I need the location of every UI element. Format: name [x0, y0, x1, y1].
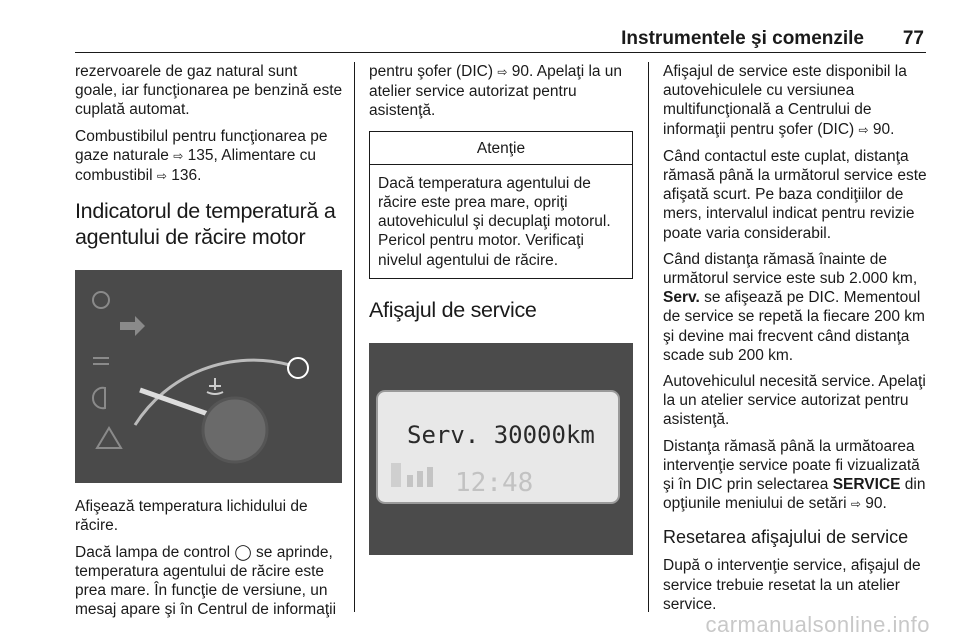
section-heading: Indicatorul de temperatură a agentului de răcire motor: [75, 199, 336, 250]
ref-arrow-icon: ⇨: [156, 169, 167, 184]
paragraph: Dacă lampa de control ◯ se aprinde, temperatura agentului de răcire este prea mare. În funcţie de versiune, un mesaj apare şi în Centrul de informaţii: [75, 543, 337, 619]
warning-box: [369, 131, 633, 279]
paragraph: Afişajul de service este disponibil la autovehiculele cu versiunea multifuncţională a Centrului de informaţii pentru şofer (DIC) ⇨ 90.: [663, 63, 907, 138]
page-ref[interactable]: 136: [171, 167, 198, 185]
ref-arrow-icon: ⇨: [497, 65, 508, 79]
page-header: [75, 28, 926, 53]
column-3: [663, 62, 927, 621]
ref-arrow-icon: ⇨: [850, 497, 861, 512]
bold-term: Serv.: [663, 289, 700, 307]
page-ref[interactable]: 90: [872, 120, 891, 138]
paragraph: Distanţa rămasă până la următoarea intervenţie service poate fi vizualizată şi în DIC prin selectarea SERVICE din opţiunile meniului de setări ⇨ 90.: [663, 437, 926, 513]
page-number: 77: [902, 28, 924, 49]
subsection-heading: Resetarea afişajului de service: [663, 527, 909, 548]
section-title: Instrumentele şi comenzile: [621, 28, 864, 49]
section-heading: Afişajul de service: [369, 297, 537, 322]
paragraph: Combustibilul pentru funcţionarea pe gaze naturale ⇨ 135, Alimentare cu combustibil ⇨ 136.: [75, 127, 328, 185]
display-clock-text: 12:48: [455, 467, 534, 498]
column-2: [369, 62, 633, 555]
ref-arrow-icon: ⇨: [173, 148, 184, 163]
coolant-gauge-image: [75, 270, 342, 483]
paragraph: rezervoarele de gaz natural sunt goale, iar funcţionarea pe benzină este cuplată automat.: [75, 63, 343, 119]
paragraph: Când distanţa rămasă înainte de următorul service este sub 2.000 km, Serv. se afişează pe DIC. Mementoul de service se repetă la fiecare 200 km şi devine mai frecvent când distanţa scade sub 200 km.: [663, 250, 925, 364]
control-lamp-circle-icon: ◯: [234, 543, 252, 561]
column-divider: [354, 62, 355, 612]
paragraph: Afişează temperatura lichidului de răcire.: [75, 498, 308, 535]
page-ref[interactable]: 90: [865, 495, 883, 513]
service-display-image: [369, 343, 633, 555]
watermark: carmanualsonline.info: [705, 612, 930, 637]
page-ref[interactable]: 90: [511, 63, 529, 80]
ref-arrow-icon: ⇨: [858, 122, 869, 137]
paragraph: După o intervenţie service, afişajul de service trebuie resetat la un atelier service.: [663, 557, 921, 613]
column-1: [75, 62, 343, 626]
page-ref[interactable]: 135: [187, 146, 214, 164]
warning-body: Dacă temperatura agentului de răcire este prea mare, opriţi autovehiculul şi decuplaţi motorul. Pericol pentru motor. Verificaţi nivelul agentului de răcire.: [378, 174, 611, 269]
paragraph: pentru şofer (DIC) ⇨ 90. Apelaţi la un atelier service autorizat pentru asistenţă.: [369, 63, 623, 120]
column-divider: [648, 62, 649, 612]
paragraph: Când contactul este cuplat, distanţa rămasă până la următorul service este afişată scurt. Pe baza condiţiilor de mers, intervalul indicat pentru revizie poate varia considerabil.: [663, 147, 927, 242]
bold-term: SERVICE: [832, 476, 901, 494]
paragraph: Autovehiculul necesită service. Apelaţi la un atelier service autorizat pentru asistenţă.: [663, 373, 926, 429]
display-service-text: Serv. 30000km: [407, 420, 595, 449]
warning-title: Atenţie: [370, 132, 632, 165]
